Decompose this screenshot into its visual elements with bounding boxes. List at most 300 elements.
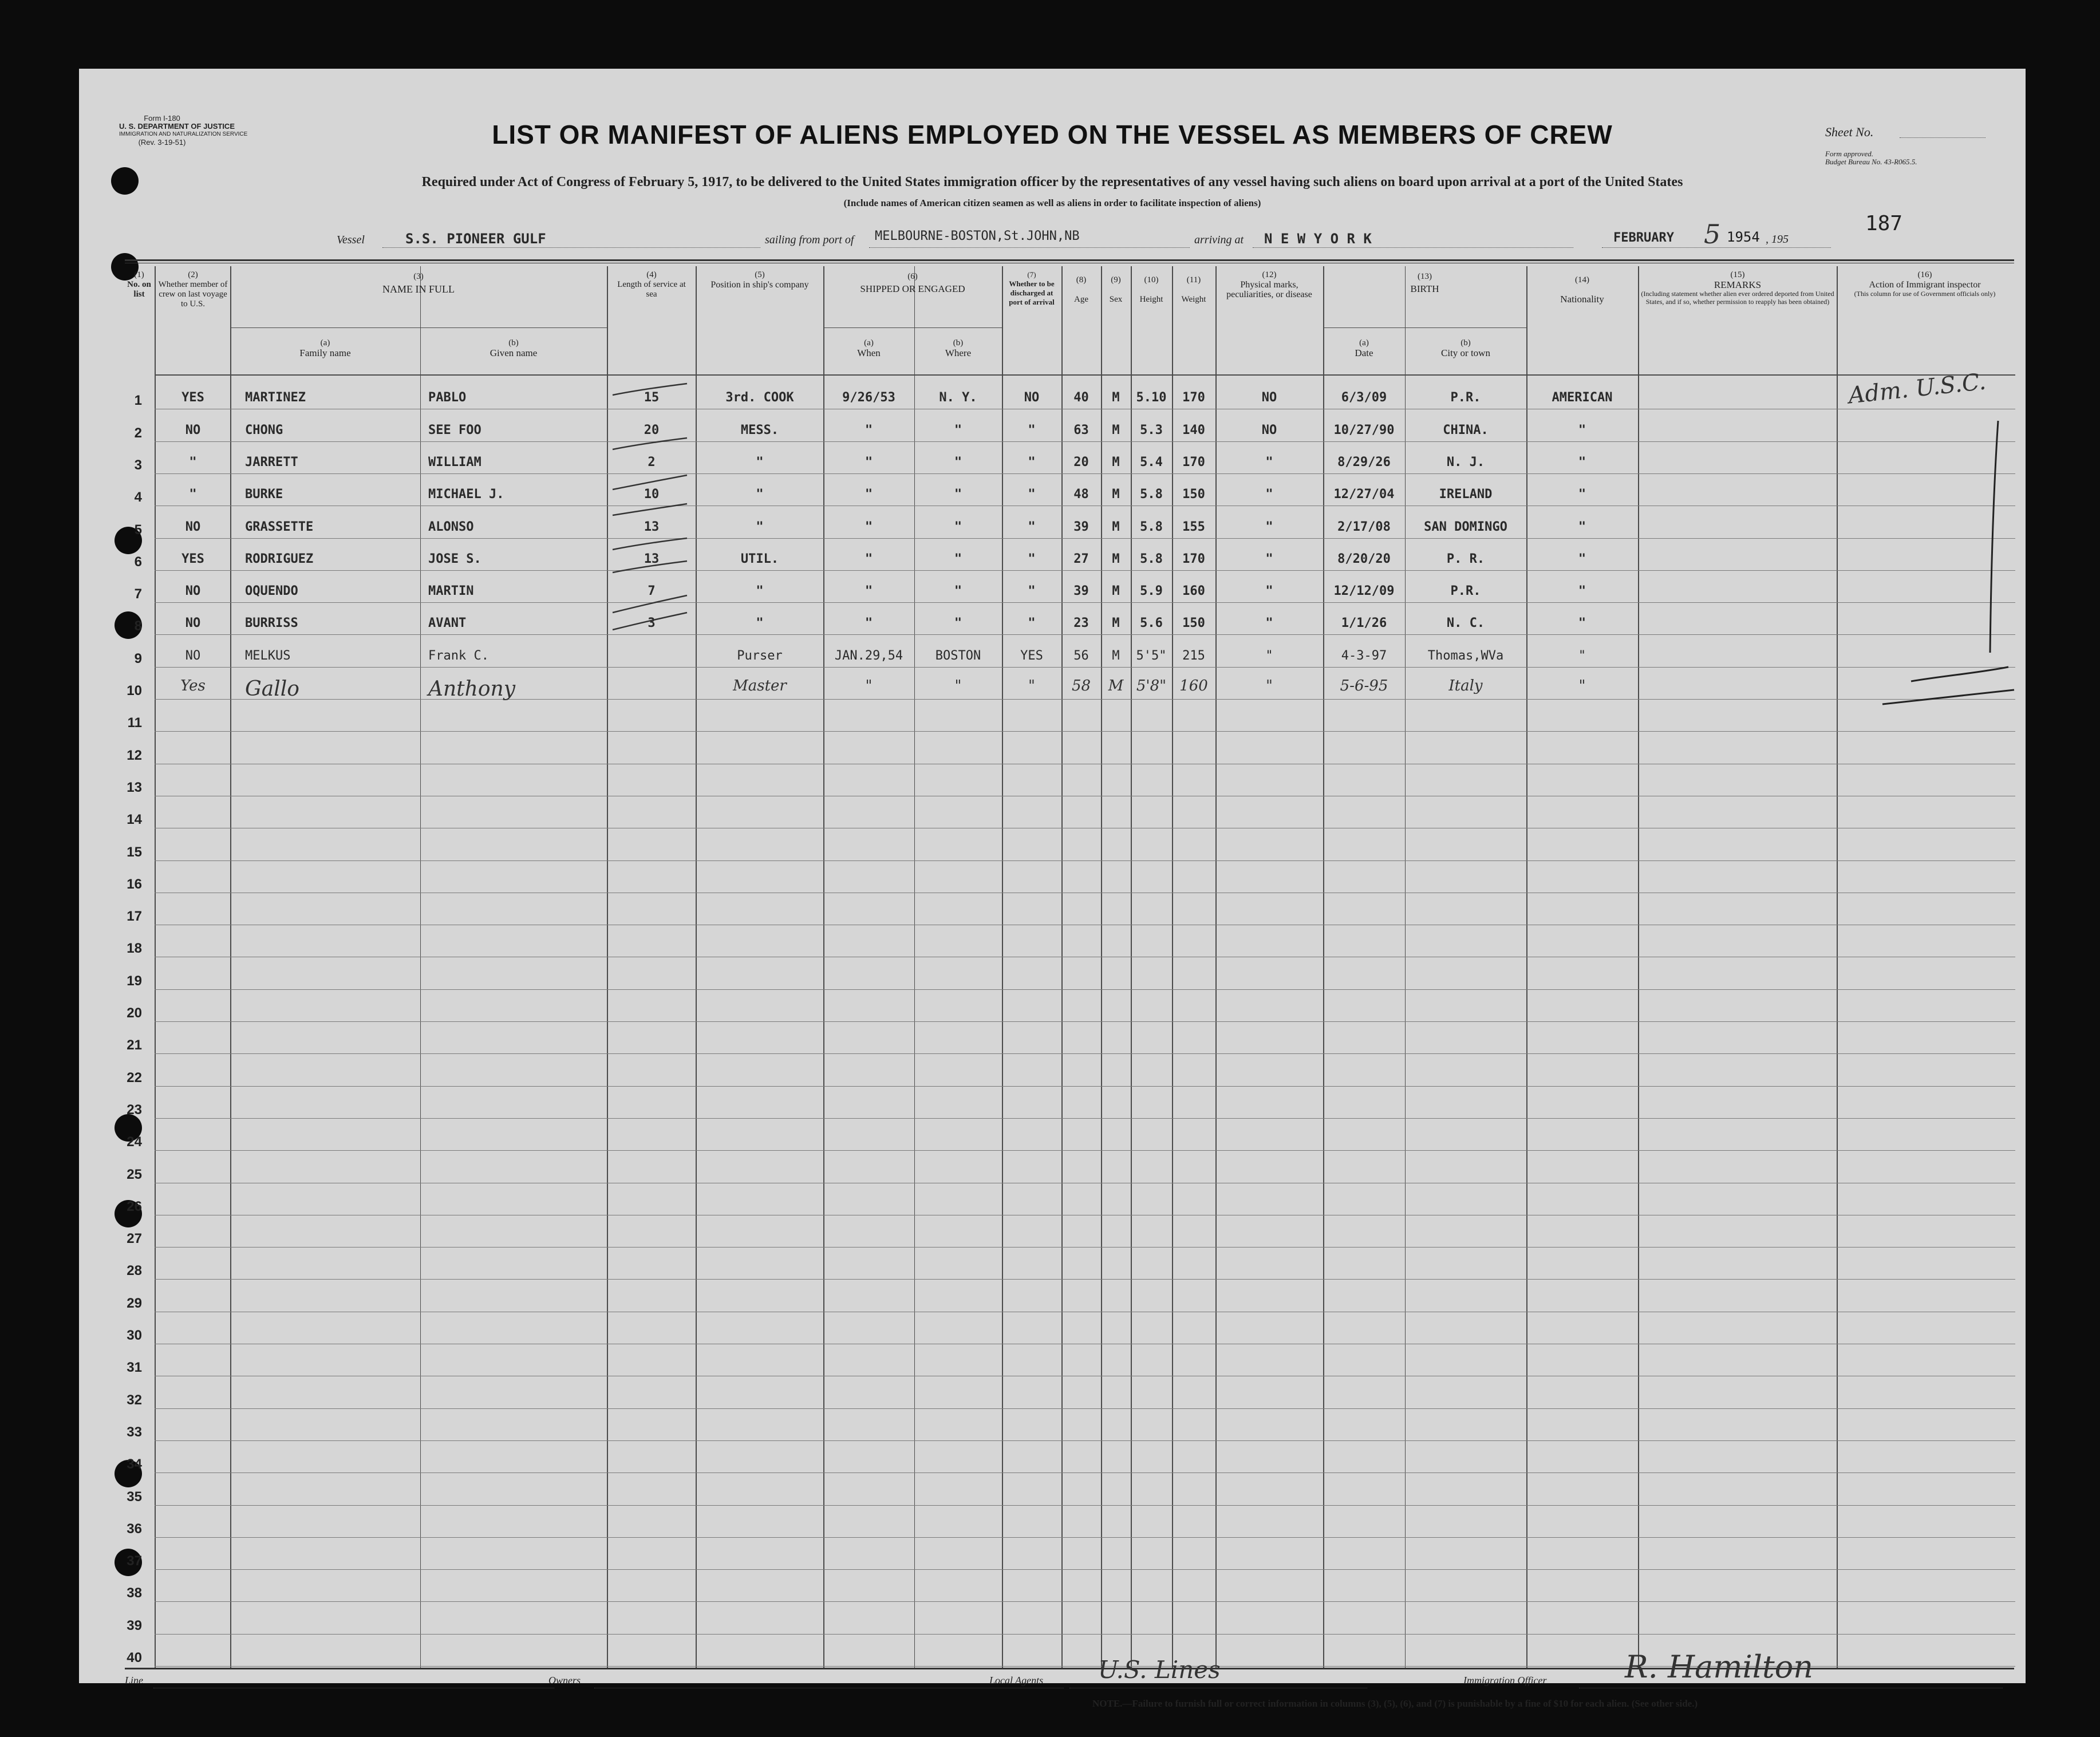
col5-num: (5)	[755, 270, 765, 279]
col1-label: No. on list	[127, 280, 151, 299]
col8-label: Age	[1074, 295, 1088, 304]
date-underline	[1602, 247, 1831, 248]
cell-service: 3	[648, 616, 656, 630]
cell-marks: NO	[1261, 390, 1277, 405]
cell-position: "	[756, 584, 764, 598]
col6a-header	[823, 338, 914, 358]
sheet-number-label	[1825, 125, 1873, 140]
cell-nationality: "	[1578, 520, 1586, 534]
cell-family: BURKE	[245, 487, 283, 502]
tally-stroke	[613, 595, 687, 613]
cell-when: "	[865, 520, 873, 534]
approval-block	[1825, 150, 1917, 166]
cell-nationality: "	[1578, 487, 1586, 502]
cell-marks: "	[1265, 584, 1273, 598]
row-number: 14	[127, 812, 142, 827]
footer-agents-label: Local Agents	[989, 1675, 1044, 1686]
cell-given: Anthony	[428, 677, 516, 701]
row-line	[155, 634, 2015, 635]
footer-owners-label: Owners	[548, 1675, 581, 1686]
cell-where: "	[954, 584, 962, 598]
cell-discharged: "	[1028, 616, 1036, 630]
col4-header	[611, 270, 692, 299]
cell-when: "	[865, 487, 873, 502]
col6-label: SHIPPED OR ENGAGED	[860, 283, 965, 294]
row-line	[155, 1634, 2015, 1635]
col1-header	[122, 270, 156, 299]
row-number: 18	[127, 941, 142, 956]
cell-weight: 170	[1182, 390, 1205, 405]
column-divider	[1101, 266, 1102, 1668]
cell-nationality: "	[1578, 649, 1586, 663]
cell-family: MELKUS	[245, 649, 291, 663]
column-divider	[1323, 266, 1324, 1668]
col4-label: Length of service at sea	[617, 280, 686, 299]
cell-position: "	[756, 520, 764, 534]
sailing-underline	[869, 247, 1190, 248]
cell-discharged: "	[1028, 677, 1035, 694]
cell-family: OQUENDO	[245, 584, 298, 598]
cell-where: "	[954, 552, 962, 566]
cell-birth-date: 12/12/09	[1333, 584, 1395, 598]
department-name: U. S. DEPARTMENT OF JUSTICE	[119, 122, 235, 131]
cell-marks: "	[1265, 649, 1273, 663]
col13-num: (13)	[1418, 272, 1432, 281]
col13a-header	[1323, 338, 1405, 358]
cell-member: YES	[181, 552, 204, 566]
arrival-year: 1954	[1727, 229, 1760, 245]
row-number: 35	[127, 1489, 142, 1505]
row-number: 8	[134, 618, 142, 634]
bracket-stroke	[1911, 667, 2008, 681]
inspector-bracket	[1797, 412, 2014, 790]
row-line	[155, 1505, 2015, 1506]
col15-num: (15)	[1730, 270, 1745, 279]
column-divider	[420, 266, 421, 1668]
cell-birth-city: Thomas,WVa	[1427, 649, 1504, 663]
cell-member: NO	[185, 649, 201, 663]
cell-weight: 155	[1182, 520, 1205, 534]
cell-position: 3rd. COOK	[725, 390, 794, 405]
cell-service: 13	[644, 520, 660, 534]
row-number: 32	[127, 1392, 142, 1408]
col13b-num: (b)	[1460, 338, 1471, 348]
subtitle: Required under Act of Congress of February 5, 1917, to be delivered to the United States immigration officer by the representatives of any vessel having such aliens on board upon arrival at a port of the United States	[421, 175, 1683, 190]
cell-height: 5'5"	[1136, 649, 1167, 663]
cell-height: 5.8	[1140, 520, 1163, 534]
service-name: IMMIGRATION AND NATURALIZATION SERVICE	[119, 131, 248, 137]
row-number: 10	[127, 683, 142, 698]
cell-height: 5.8	[1140, 487, 1163, 502]
col12-header	[1218, 270, 1320, 299]
cell-weight: 140	[1182, 423, 1205, 437]
col11-num: (11)	[1186, 275, 1201, 285]
form-number: Form I-180	[144, 114, 180, 123]
col3a-header	[230, 338, 420, 358]
col15-header	[1641, 270, 1834, 306]
cell-given: PABLO	[428, 390, 467, 405]
row-line	[155, 860, 2015, 861]
cell-member: YES	[181, 390, 204, 405]
col15-sub: (Including statement whether alien ever ordered deported from United States, and if so, whether permission to reapply has been obtained)	[1641, 290, 1834, 306]
row-number: 16	[127, 877, 142, 892]
col15-label: REMARKS	[1714, 279, 1762, 290]
column-divider	[1215, 266, 1217, 1668]
col14-num: (14)	[1575, 275, 1589, 285]
cell-marks: "	[1266, 677, 1273, 694]
row-number: 2	[134, 425, 142, 441]
cell-service: 13	[644, 552, 660, 566]
col9-label: Sex	[1109, 295, 1123, 304]
cell-birth-date: 4-3-97	[1341, 649, 1387, 663]
row-number: 22	[127, 1070, 142, 1085]
row-number: 31	[127, 1360, 142, 1375]
row-line	[155, 1247, 2015, 1248]
column-divider	[823, 266, 824, 1668]
arriving-underline	[1253, 247, 1573, 248]
cell-member: Yes	[180, 677, 206, 694]
cell-discharged: "	[1028, 584, 1036, 598]
sailing-label: sailing from port of	[765, 234, 854, 246]
cell-given: MICHAEL J.	[428, 487, 504, 502]
row-number: 13	[127, 780, 142, 795]
row-number: 17	[127, 909, 142, 924]
arriving-label: arriving at	[1194, 234, 1244, 246]
col6b-header	[914, 338, 1002, 358]
cell-discharged: "	[1028, 552, 1036, 566]
col7-label: Whether to be discharged at port of arrival	[1009, 279, 1055, 306]
approval-note: Form approved.	[1825, 149, 1874, 158]
cell-family: CHONG	[245, 423, 283, 437]
cell-birth-city: N. C.	[1446, 616, 1485, 630]
footer-note: NOTE.—Failure to furnish full or correct information in columns (3), (5), (6), and (7) is punishable by a fine of $10 for each alien. (See other side.)	[1092, 1698, 1698, 1709]
cell-position: "	[756, 487, 764, 502]
column-divider	[230, 266, 231, 1668]
cell-age: 20	[1073, 455, 1089, 469]
cell-weight: 150	[1182, 487, 1205, 502]
column-divider	[1526, 266, 1527, 1668]
cell-when: 9/26/53	[842, 390, 895, 405]
row-line	[155, 667, 2015, 668]
row-number: 5	[134, 522, 142, 538]
cell-sex: M	[1112, 423, 1120, 437]
tally-stroke	[613, 504, 687, 515]
sheet-label-text: Sheet No.	[1825, 125, 1874, 139]
col16-label: Action of Immigrant inspector	[1869, 280, 1981, 290]
col16-header	[1839, 270, 2011, 298]
cell-where: "	[954, 616, 962, 630]
cell-where: N. Y.	[939, 390, 977, 405]
row-number: 4	[134, 489, 142, 505]
cell-where: "	[954, 677, 962, 694]
row-number: 21	[127, 1037, 142, 1053]
tally-stroke	[613, 438, 687, 449]
cell-sex: M	[1108, 677, 1124, 694]
cell-position: UTIL.	[740, 552, 779, 566]
row-number: 1	[134, 393, 142, 408]
cell-age: 39	[1073, 584, 1089, 598]
col16-num: (16)	[1917, 270, 1932, 279]
cell-sex: M	[1112, 487, 1120, 502]
cell-birth-date: 12/27/04	[1333, 487, 1395, 502]
revision-date: (Rev. 3-19-51)	[138, 138, 186, 147]
row-number: 25	[127, 1167, 142, 1182]
cell-given: JOSE S.	[428, 552, 481, 566]
cell-sex: M	[1112, 649, 1120, 663]
cell-birth-date: 5-6-95	[1340, 677, 1388, 694]
tally-stroke	[613, 384, 687, 395]
row-number: 28	[127, 1263, 142, 1278]
cell-birth-date: 10/27/90	[1333, 423, 1395, 437]
cell-when: "	[865, 552, 873, 566]
col12-label: Physical marks, peculiarities, or disease	[1226, 280, 1312, 299]
cell-birth-city: CHINA.	[1443, 423, 1489, 437]
cell-marks: "	[1265, 487, 1273, 502]
col6-header	[823, 270, 1002, 295]
cell-given: MARTIN	[428, 584, 474, 598]
cell-height: 5.9	[1140, 584, 1163, 598]
row-number: 36	[127, 1521, 142, 1537]
cell-nationality: "	[1578, 423, 1586, 437]
cell-family: JARRETT	[245, 455, 298, 469]
col3a-label: Family name	[299, 348, 351, 358]
cell-member: NO	[185, 423, 201, 437]
col16-sub: (This column for use of Government officials only)	[1854, 290, 1996, 298]
cell-discharged: "	[1028, 520, 1036, 534]
arrival-month: FEBRUARY	[1613, 231, 1674, 245]
row-number: 12	[127, 748, 142, 763]
local-agents-value: U.S. Lines	[1098, 1656, 1221, 1684]
row-number: 20	[127, 1005, 142, 1021]
row-line	[155, 1408, 2015, 1409]
col13-label: BIRTH	[1410, 283, 1439, 294]
row-number: 3	[134, 457, 142, 473]
row-number: 29	[127, 1296, 142, 1311]
col1-num: (1)	[134, 270, 144, 279]
cell-weight: 170	[1182, 552, 1205, 566]
cell-discharged: NO	[1024, 390, 1040, 405]
tally-stroke	[613, 613, 687, 630]
row-line	[155, 1053, 2015, 1054]
tally-stroke	[613, 475, 687, 489]
footer-officer-label: Immigration Officer	[1463, 1675, 1547, 1686]
col6a-num: (a)	[864, 338, 874, 348]
row-line	[155, 602, 2015, 603]
col8-header	[1061, 270, 1101, 309]
row-number: 38	[127, 1585, 142, 1601]
row-number: 34	[127, 1456, 142, 1472]
subheader-line	[230, 327, 607, 328]
cell-age: 48	[1073, 487, 1089, 502]
cell-given: SEE FOO	[428, 423, 481, 437]
column-divider	[1172, 266, 1173, 1668]
cell-family: Gallo	[245, 677, 299, 701]
vessel-label: Vessel	[337, 234, 365, 246]
row-line	[155, 441, 2015, 442]
col3b-header	[420, 338, 607, 358]
row-number: 24	[127, 1134, 142, 1150]
officer-signature: R. Hamilton	[1625, 1649, 1814, 1685]
row-number: 27	[127, 1231, 142, 1246]
row-number: 23	[127, 1102, 142, 1118]
cell-sex: M	[1112, 390, 1120, 405]
row-line	[155, 1021, 2015, 1022]
cell-age: 63	[1073, 423, 1089, 437]
col3-label: NAME IN FULL	[382, 283, 455, 295]
subtitle-note: (Include names of American citizen seamen as well as aliens in order to facilitate inspection of aliens)	[843, 198, 1261, 208]
col8-num: (8)	[1076, 275, 1087, 285]
col13-header	[1323, 270, 1526, 295]
cell-age: 56	[1073, 649, 1089, 663]
cell-sex: M	[1112, 584, 1120, 598]
row-number: 37	[127, 1553, 142, 1569]
cell-marks: "	[1265, 455, 1273, 469]
cell-family: GRASSETTE	[245, 520, 314, 534]
tally-stroke	[613, 561, 687, 573]
cell-marks: "	[1265, 616, 1273, 630]
col10-header	[1131, 270, 1172, 309]
cell-nationality: "	[1578, 584, 1586, 598]
cell-birth-city: Italy	[1448, 677, 1483, 694]
row-number: 39	[127, 1618, 142, 1633]
footer-line-label: Line	[125, 1675, 144, 1686]
cell-height: 5.10	[1136, 390, 1167, 405]
col6a-label: When	[857, 348, 881, 358]
cell-where: "	[954, 423, 962, 437]
col5-label: Position in ship's company	[710, 280, 809, 290]
cell-age: 40	[1073, 390, 1089, 405]
cell-marks: "	[1265, 552, 1273, 566]
cell-given: AVANT	[428, 616, 467, 630]
cell-sex: M	[1112, 520, 1120, 534]
cell-birth-city: IRELAND	[1439, 487, 1493, 502]
cell-marks: "	[1265, 520, 1273, 534]
row-line	[155, 989, 2015, 990]
cell-when: JAN.29,54	[834, 649, 903, 663]
subheader-line	[823, 327, 1002, 328]
col6b-num: (b)	[953, 338, 964, 348]
cell-family: MARTINEZ	[245, 390, 306, 405]
page-number: 187	[1865, 212, 1903, 235]
col6b-label: Where	[945, 348, 972, 358]
cell-where: "	[954, 487, 962, 502]
column-divider	[1061, 266, 1063, 1668]
row-number: 15	[127, 844, 142, 860]
col9-num: (9)	[1111, 275, 1121, 285]
service-tally-marks	[607, 378, 698, 744]
cell-age: 27	[1073, 552, 1089, 566]
cell-height: 5'8"	[1136, 677, 1167, 694]
col3a-num: (a)	[320, 338, 330, 348]
cell-age: 23	[1073, 616, 1089, 630]
column-divider	[1131, 266, 1132, 1668]
cell-sex: M	[1112, 552, 1120, 566]
cell-birth-city: N. J.	[1446, 455, 1485, 469]
cell-birth-date: 8/29/26	[1337, 455, 1391, 469]
cell-service: 10	[644, 487, 660, 502]
cell-sex: M	[1112, 455, 1120, 469]
cell-where: "	[954, 520, 962, 534]
col10-label: Height	[1139, 295, 1163, 304]
row-number: 30	[127, 1328, 142, 1343]
cell-birth-date: 1/1/26	[1341, 616, 1387, 630]
col3-header	[230, 270, 607, 295]
cell-given: ALONSO	[428, 520, 474, 534]
row-line	[155, 1440, 2015, 1441]
col11-label: Weight	[1181, 295, 1206, 304]
cell-birth-date: 6/3/09	[1341, 390, 1387, 405]
row-number: 40	[127, 1650, 142, 1665]
year-suffix: , 195	[1766, 233, 1789, 246]
cell-discharged: YES	[1020, 649, 1043, 663]
row-line	[155, 538, 2015, 539]
cell-discharged: "	[1028, 487, 1036, 502]
cell-position: "	[756, 455, 764, 469]
row-line	[155, 731, 2015, 732]
row-line	[155, 570, 2015, 571]
subheader-line	[1323, 327, 1526, 328]
cell-when: "	[865, 423, 873, 437]
cell-discharged: "	[1028, 455, 1036, 469]
col2-num: (2)	[188, 270, 198, 279]
manifest-sheet	[79, 69, 2026, 1709]
column-divider	[1405, 266, 1406, 1668]
row-number: 9	[134, 651, 142, 666]
col2-header	[157, 270, 229, 309]
cell-family: BURRISS	[245, 616, 298, 630]
col13a-num: (a)	[1359, 338, 1369, 348]
cell-service: 7	[648, 584, 656, 598]
page-title: LIST OR MANIFEST OF ALIENS EMPLOYED ON THE VESSEL AS MEMBERS OF CREW	[492, 120, 1613, 149]
cell-member: "	[189, 455, 197, 469]
cell-position: Master	[733, 677, 787, 694]
cell-when: "	[865, 455, 873, 469]
row-number: 11	[127, 715, 142, 731]
cell-nationality: "	[1578, 616, 1586, 630]
cell-birth-date: 2/17/08	[1337, 520, 1391, 534]
budget-bureau-note: Budget Bureau No. 43-R065.5.	[1825, 157, 1917, 166]
bracket-stroke	[1882, 690, 2014, 704]
cell-weight: 170	[1182, 455, 1205, 469]
row-number: 7	[134, 586, 142, 602]
vessel-name: S.S. PIONEER GULF	[405, 231, 546, 247]
cell-birth-city: P.R.	[1450, 390, 1481, 405]
col14-header	[1526, 270, 1638, 309]
column-divider	[914, 266, 915, 1668]
row-number: 33	[127, 1424, 142, 1440]
col13a-label: Date	[1355, 348, 1373, 358]
tally-stroke	[613, 538, 687, 550]
sailing-from: MELBOURNE-BOSTON,St.JOHN,NB	[875, 229, 1080, 243]
col7-header	[1003, 270, 1060, 307]
row-line	[155, 1569, 2015, 1570]
cell-when: "	[865, 616, 873, 630]
arriving-port: N E W Y O R K	[1264, 231, 1372, 247]
cell-sex: M	[1112, 616, 1120, 630]
row-line	[155, 1601, 2015, 1602]
cell-weight: 150	[1182, 616, 1205, 630]
cell-birth-date: 8/20/20	[1337, 552, 1391, 566]
cell-weight: 160	[1179, 677, 1208, 694]
cell-service: 15	[644, 390, 660, 405]
column-divider	[155, 266, 156, 1668]
row-line	[155, 1118, 2015, 1119]
cell-position: MESS.	[740, 423, 779, 437]
cell-when: "	[865, 584, 873, 598]
col14-label: Nationality	[1560, 294, 1604, 305]
cell-birth-city: P. R.	[1446, 552, 1485, 566]
sheet-number-blank	[1900, 137, 1985, 138]
